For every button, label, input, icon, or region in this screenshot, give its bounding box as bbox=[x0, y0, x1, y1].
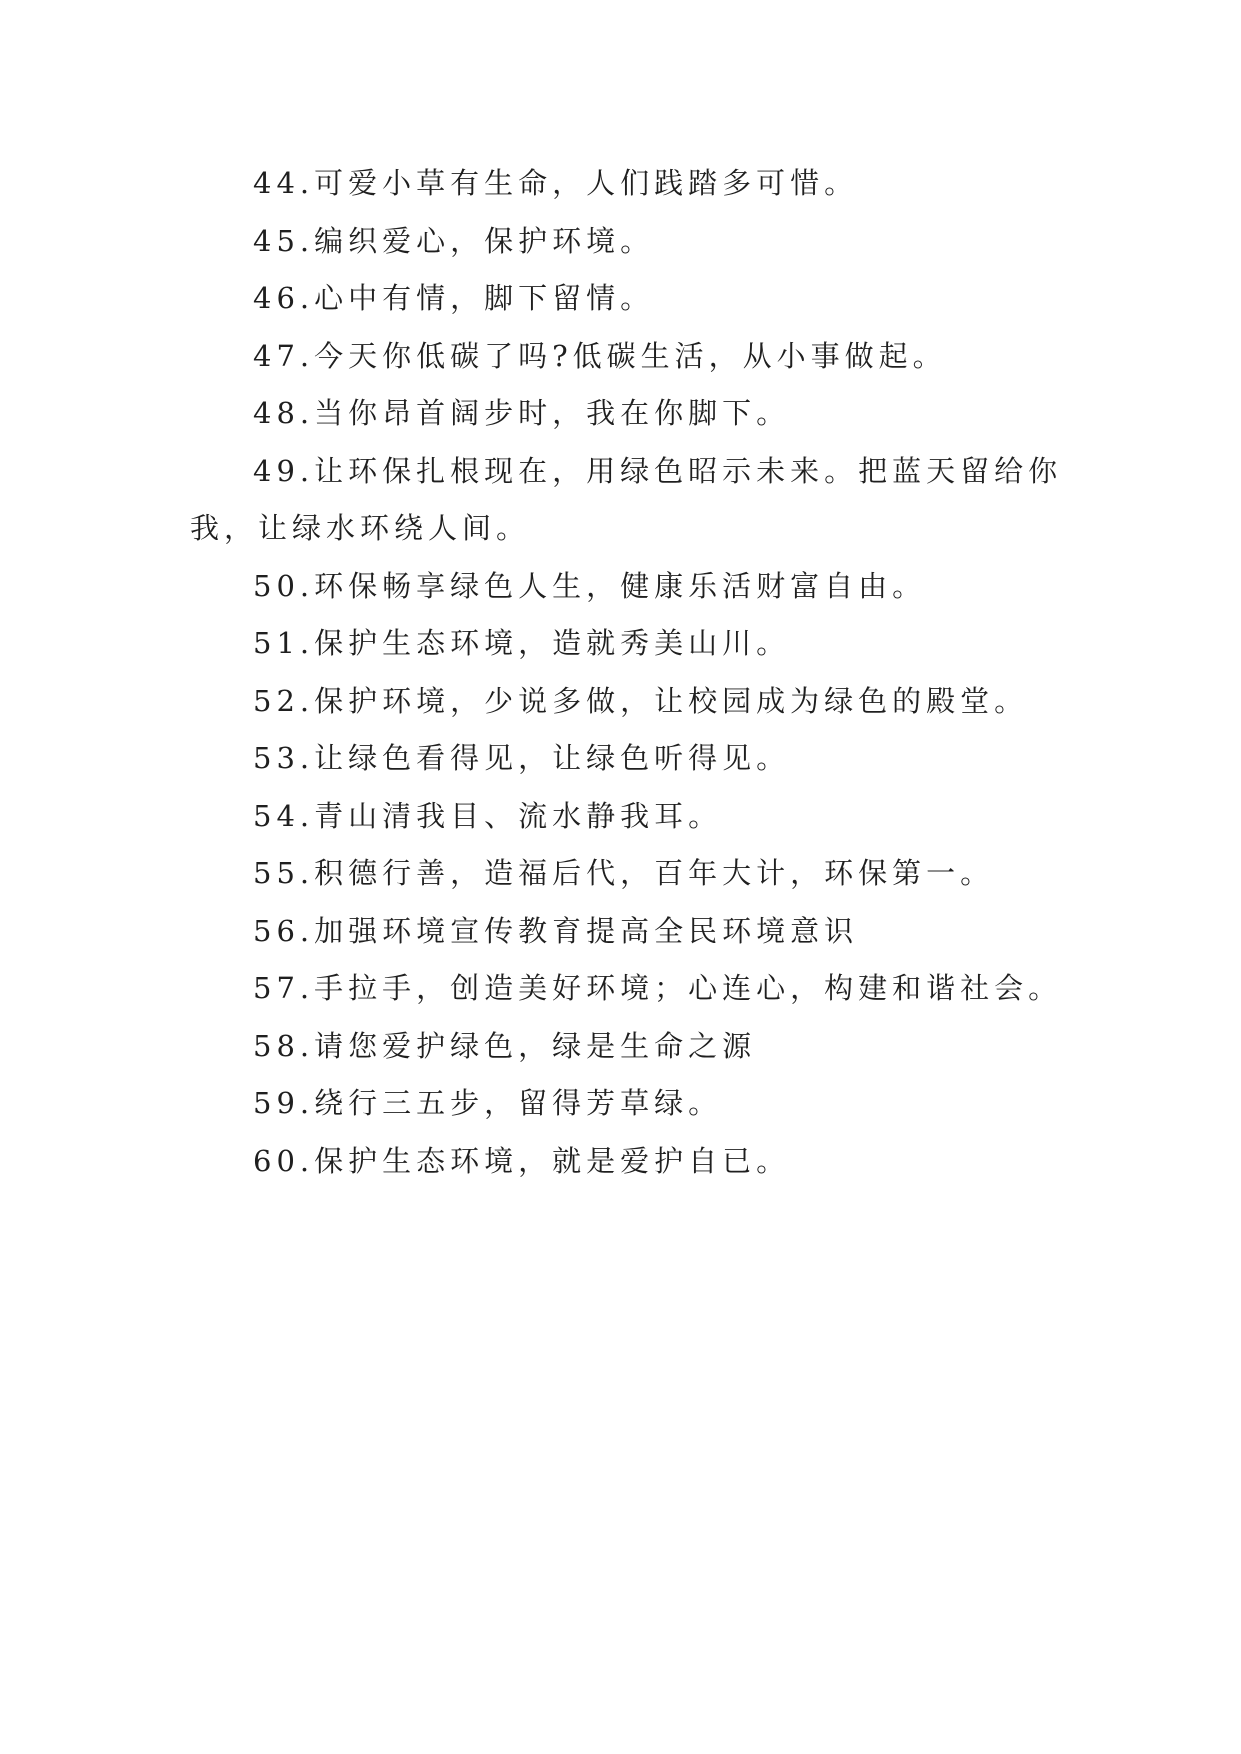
list-item: 59.绕行三五步，留得芳草绿。 bbox=[253, 1086, 723, 1120]
list-item: 48.当你昂首阔步时，我在你脚下。 bbox=[253, 396, 791, 430]
list-item: 54.青山清我目、流水静我耳。 bbox=[253, 798, 723, 833]
list-item: 47.今天你低碳了吗?低碳生活，从小事做起。 bbox=[253, 338, 947, 373]
list-item: 57.手拉手，创造美好环境；心连心，构建和谐社会。 bbox=[253, 971, 1063, 1005]
list-item: 51.保护生态环境，造就秀美山川。 bbox=[253, 626, 791, 660]
list-item: 53.让绿色看得见，让绿色听得见。 bbox=[253, 741, 791, 775]
list-item: 50.环保畅享绿色人生，健康乐活财富自由。 bbox=[253, 568, 927, 603]
list-item: 44.可爱小草有生命，人们践踏多可惜。 bbox=[253, 166, 859, 200]
list-item: 46.心中有情，脚下留情。 bbox=[253, 281, 655, 315]
list-item: 52.保护环境，少说多做，让校园成为绿色的殿堂。 bbox=[253, 683, 1029, 718]
list-item: 45.编织爱心，保护环境。 bbox=[253, 223, 655, 258]
list-item: 60.保护生态环境，就是爱护自已。 bbox=[253, 1143, 791, 1178]
list-item: 58.请您爱护绿色，绿是生命之源 bbox=[253, 1028, 757, 1063]
list-item: 49.让环保扎根现在，用绿色昭示未来。把蓝天留给你我，让绿水环绕人间。 bbox=[190, 453, 1063, 545]
document-body bbox=[190, 155, 1065, 1190]
list-item: 56.加强环境宣传教育提高全民环境意识 bbox=[253, 913, 859, 948]
list-item: 55.积德行善，造福后代，百年大计，环保第一。 bbox=[253, 856, 995, 890]
